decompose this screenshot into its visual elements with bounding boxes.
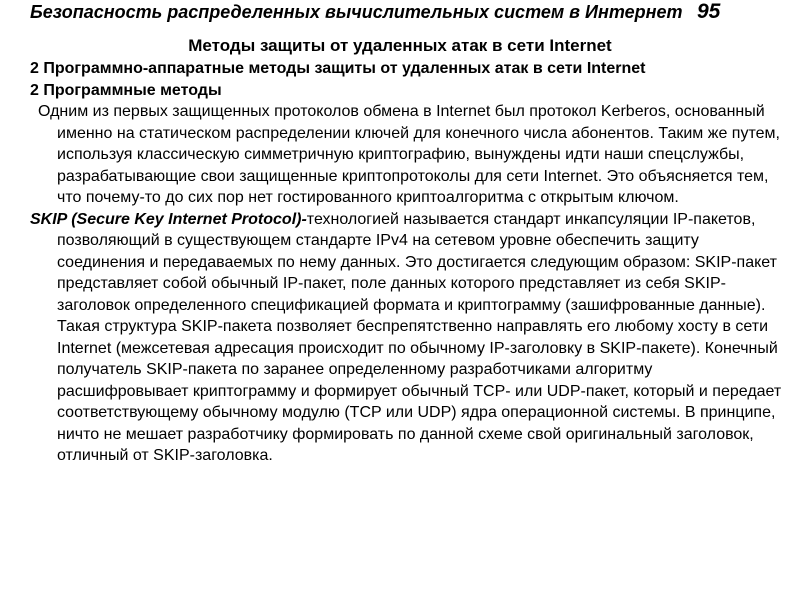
paragraph-skip (30, 209, 782, 467)
page-number: 95 (697, 0, 721, 23)
slide-content (30, 58, 782, 467)
section-title: Методы защиты от удаленных атак в сети Internet (188, 36, 612, 55)
skip-description: технологией называется стандарт инкапсуляции IP-пакетов, позволяющий в существующем стандарте IPv4 на сетевом уровне обеспечить защиту соединения и передаваемых по нему данных. Это достигается следующим образом: SKIP-пакет представляет собой обычный IP-пакет, поле данных которого представляет из себя SKIP-заголовок определенного спецификацией формата и криптограмму (зашифрованные данные). Такая структура SKIP-пакета позволяет беспрепятственно направлять его любому хосту в сети Internet (межсетевая адресация происходит по обычному IP-заголовку в SKIP-пакете). Конечный получатель SKIP-пакета по заранее определенному разработчиками алгоритму расшифровывает криптограмму и формирует обычный TCP- или UDP-пакет, который и передает соответствующему обычному модулю (TCP или UDP) ядра операционной системы. В принципе, ничто не мешает разработчику формировать по данной схеме свой оригинальный заголовок, отличный от SKIP-заголовка. (57, 210, 782, 464)
heading-hardware-software-methods: 2 Программно-аппаратные методы защиты от удаленных атак в сети Internet (30, 60, 646, 77)
course-title: Безопасность распределенных вычислительных систем в Интернет (30, 2, 683, 22)
heading-software-methods: 2 Программные методы (30, 81, 222, 99)
skip-term: SKIP (Secure Key Internet Protocol)- (30, 210, 307, 228)
paragraph-kerberos: Одним из первых защищенных протоколов обмена в Internet был протокол Kerberos, основанный именно на статическом распределении ключей для конечного числа абонентов. Таким же путем, используя классическую симметричную криптографию, вынуждены идти наши спецслужбы, разрабатывающие свои защищенные криптопротоколы для сети Internet. Это объясняется тем, что почему-то до сих пор нет гостированного криптоалгоритма с открытым ключом. (38, 103, 780, 206)
